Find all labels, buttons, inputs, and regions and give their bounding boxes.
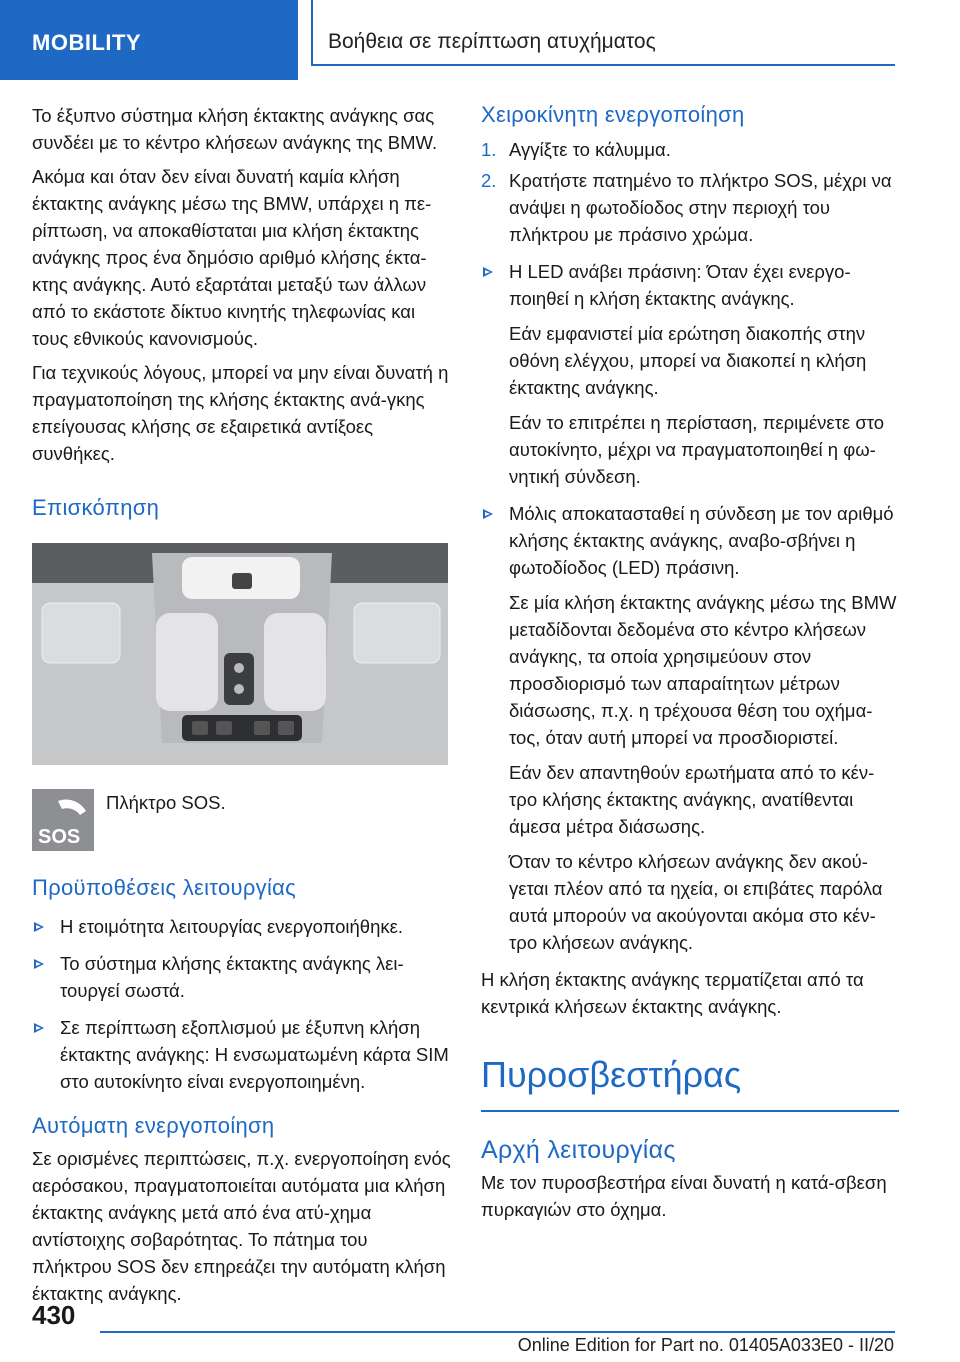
heading-rule	[481, 1110, 899, 1112]
auto-paragraph: Σε ορισμένες περιπτώσεις, π.χ. ενεργοποίηση ενός αερόσακου, πραγματοποιείται αυτόματα μια κλήση έκτακτης ανάγκης μετά από ένα ατύ-χημα αντίστοιχης σοβαρότητας. Το πάτημα του πλήκτρου SOS δεν επηρεάζει την αυτόματη κλήση έκτακτης ανάγκης.	[32, 1148, 451, 1304]
manual-steps	[481, 136, 899, 248]
list-item: Η ετοιμότητα λειτουργίας ενεργοποιήθηκε.	[32, 913, 452, 940]
step-item: 1. Αγγίξτε το κάλυμμα.	[481, 139, 671, 160]
principle-paragraph: Με τον πυροσβεστήρα είναι δυνατή η κατά-σβεση πυρκαγιών στο όχημα.	[481, 1172, 887, 1220]
manual-heading: Χειροκίνητη ενεργοποίηση	[481, 102, 745, 127]
header-divider	[311, 0, 313, 66]
right-column	[481, 102, 899, 1230]
section-tab	[0, 0, 298, 80]
header-underline	[311, 64, 895, 66]
triangle-bullet-icon	[483, 509, 493, 519]
list-item: Σε περίπτωση εξοπλισμού με έξυπνη κλήση έκτακτης ανάγκης: Η ενσωματωμένη κάρτα SIM στο αυτοκίνητο είναι ενεργοποιημένη.	[32, 1014, 452, 1095]
chapter-title: Βοήθεια σε περίπτωση ατυχήματος	[328, 30, 656, 53]
intro-paragraph: Το έξυπνο σύστημα κλήση έκτακτης ανάγκης σας συνδέει με το κέντρο κλήσεων ανάγκης της BMW.	[32, 105, 438, 153]
list-item: Το σύστημα κλήσης έκτακτης ανάγκης λει-τουργεί σωστά.	[32, 950, 452, 1004]
prereq-list	[32, 913, 452, 1095]
sos-phone-icon	[32, 789, 94, 851]
overhead-console-photo	[32, 543, 448, 765]
sos-legend	[32, 789, 452, 853]
technical-paragraph: Για τεχνικούς λόγους, μπορεί να μην είναι δυνατή η πραγματοποίηση της κλήσης έκτακτης ανά-γκης επείγουσας κλήσης σε εξαιρετικά αντίξοες συνθήκες.	[32, 362, 449, 464]
footer-rule	[100, 1331, 895, 1333]
left-column	[32, 102, 452, 1314]
auto-heading: Αυτόματη ενεργοποίηση	[32, 1113, 275, 1138]
overhead-console-illustration	[32, 543, 448, 765]
public-number-paragraph: Ακόμα και όταν δεν είναι δυνατή καμία κλήση έκτακτης ανάγκης μέσω της BMW, υπάρχει η πε-ρίπτωση, να αποκαθίσταται μια κλήση έκτακτης ανάγκης προς ένα δημόσιο αριθμό κλήσης έκτα-κτης ανάγκης. Αυτό εξαρτάται μεταξύ των άλλων από το εκάστοτε δίκτυο κινητής τηλεφωνίας και τους εθνικούς κανονισμούς.	[32, 166, 432, 349]
step-item: 2. Κρατήστε πατημένο το πλήκτρο SOS, μέχρι να ανάψει η φωτοδίοδος στην περιοχή του πλήκτρου με πράσινο χρώμα.	[481, 170, 892, 245]
triangle-bullet-icon	[34, 922, 44, 932]
principle-heading: Αρχή λειτουργίας	[481, 1136, 676, 1164]
list-item: Η LED ανάβει πράσινη: Όταν έχει ενεργο-ποιηθεί η κλήση έκτακτης ανάγκης. Εάν εμφανιστεί μία ερώτηση διακοπής στην οθόνη ελέγχου, μπορεί να διακοπεί η κλήση έκτακτης ανάγκης. Εάν το επιτρέπει η περίσταση, περιμένετε στο αυτοκίνητο, μέχρι να πραγματοποιηθεί η φω-νητική σύνδεση.	[481, 258, 899, 490]
fire-extinguisher-heading: Πυροσβεστήρας	[481, 1054, 742, 1095]
list-item: Μόλις αποκατασταθεί η σύνδεση με τον αριθμό κλήσης έκτακτης ανάγκης, αναβο-σβήνει η φωτοδίοδος (LED) πράσινη. Σε μία κλήση έκτακτης ανάγκης μέσω της BMW μεταδίδονται δεδομένα στο κέντρο κλήσεων ανάγκης, τα οποία χρησιμεύουν στον προσδιορισμό των απαραίτητων μέτρων διάσωσης, π.χ. η τρέχουσα θέση του οχήμα-τος, όταν αυτή μπορεί να προσδιοριστεί. Εάν δεν απαντηθούν ερωτήματα από το κέν-τρο κλήσης έκτακτης ανάγκης, ανατίθενται άμεσα μέτρα διάσωσης. Όταν το κέντρο κλήσεων ανάγκης δεν ακού-γεται πλέον από τα ηχεία, οι επιβάτες παρόλα αυτά μπορούν να ακούγονται ακόμα στο κέν-τρο κλήσεων ανάγκης.	[481, 500, 899, 956]
sos-icon-text: SOS	[38, 826, 81, 848]
footer-edition: Online Edition for Part no. 01405A033E0 - II/20	[517, 1335, 894, 1355]
triangle-bullet-icon	[483, 267, 493, 277]
termination-paragraph: Η κλήση έκτακτης ανάγκης τερματίζεται από τα κεντρικά κλήσεων έκτακτης ανάγκης.	[481, 969, 864, 1017]
result-list	[481, 258, 899, 956]
sos-caption: Πλήκτρο SOS.	[106, 792, 226, 813]
prereq-heading: Προϋποθέσεις λειτουργίας	[32, 875, 297, 900]
triangle-bullet-icon	[34, 1023, 44, 1033]
page-number: 430	[32, 1300, 76, 1330]
triangle-bullet-icon	[34, 959, 44, 969]
section-label: MOBILITY	[32, 30, 142, 55]
overview-heading: Επισκόπηση	[32, 495, 160, 520]
